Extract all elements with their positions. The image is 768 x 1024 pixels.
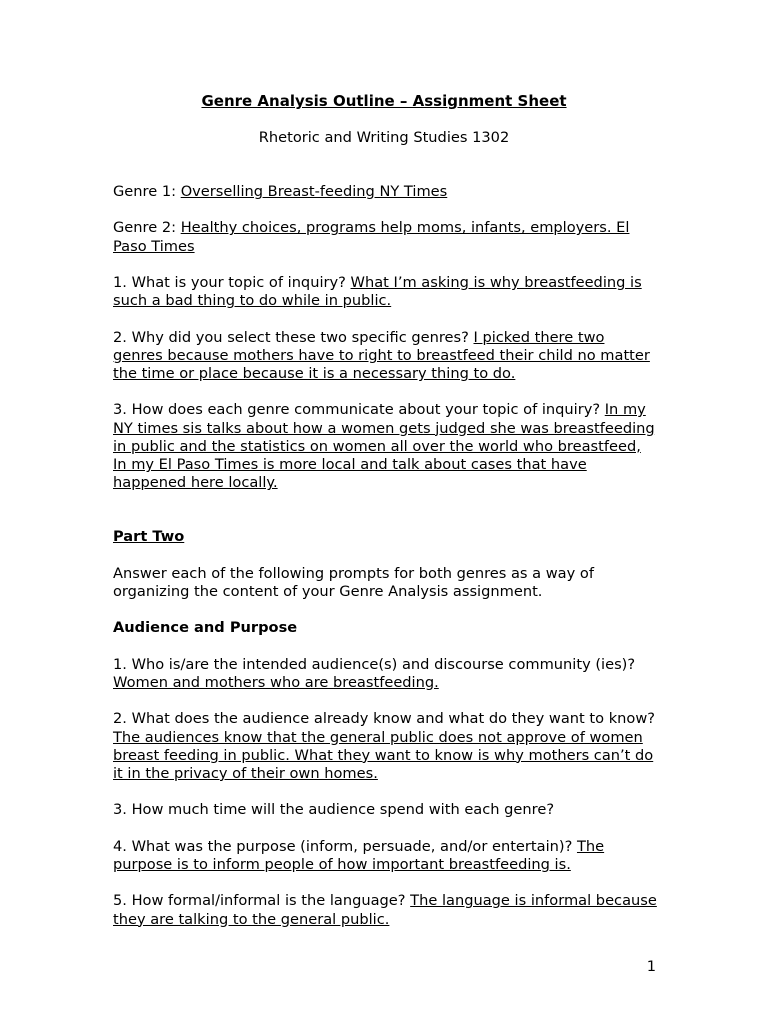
genre-1-answer: Overselling Breast-feeding NY Times [180, 183, 448, 200]
audience-question-5-answer: The language is informal because they are talking to the general public. [113, 892, 657, 928]
audience-question-3-text: 3. How much time will the audience spend with each genre? [113, 801, 555, 819]
audience-question-5 [113, 892, 658, 928]
part-two-heading: Part Two [113, 528, 185, 546]
question-2-answer: I picked there two genres because mothers have to right to breastfeed their child no matter the time or place because it is a necessary thing to do. [113, 328, 650, 382]
genre-1-label: Genre 1: [113, 183, 181, 200]
audience-question-2-answer: The audiences know that the general public does not approve of women breast feeding in public. What they want to know is why mothers can’t do it in the privacy of their own homes. [113, 728, 654, 782]
audience-question-4-answer: The purpose is to inform people of how important breastfeeding is. [113, 837, 605, 873]
question-2 [113, 329, 658, 384]
audience-question-1-text: 1. Who is/are the intended audience(s) and discourse community (ies)? [113, 655, 636, 673]
audience-question-5-text: 5. How formal/informal is the language? [113, 892, 411, 910]
audience-question-2 [113, 710, 658, 783]
audience-purpose-heading: Audience and Purpose [113, 619, 298, 637]
genre-2-label: Genre 2: [113, 219, 181, 237]
page-number: 1 [646, 958, 656, 975]
question-1 [113, 274, 658, 310]
audience-question-3 [113, 801, 658, 819]
genre-2-line [113, 219, 658, 255]
instructions-paragraph: Answer each of the following prompts for both genres as a way of organizing the content of your Genre Analysis assignment. [113, 564, 594, 600]
genre-2-answer: Healthy choices, programs help moms, infants, employers. El Paso Times [113, 219, 630, 255]
course-subtitle: Rhetoric and Writing Studies 1302 [258, 129, 510, 146]
audience-question-1-answer: Women and mothers who are breastfeeding. [113, 673, 439, 691]
question-3-answer: In my NY times sis talks about how a women gets judged she was breastfeeding in public and the statistics on women all over the world who breastfeed, In my El Paso Times is more local and talk about cases that have happened here locally. [113, 401, 655, 492]
question-3 [113, 401, 658, 492]
audience-question-2-text: 2. What does the audience already know and what do they want to know? [113, 710, 655, 728]
document-body [113, 183, 658, 947]
audience-question-1 [113, 656, 658, 692]
question-1-answer: What I’m asking is why breastfeeding is such a bad thing to do while in public. [113, 273, 642, 310]
question-2-text: 2. Why did you select these two specific genres? [113, 328, 474, 346]
document-title: Genre Analysis Outline – Assignment Sheet [201, 92, 567, 110]
audience-question-4 [113, 838, 658, 874]
question-1-text: 1. What is your topic of inquiry? [113, 273, 351, 291]
audience-question-4-text: 4. What was the purpose (inform, persuade, and/or entertain)? [113, 837, 577, 855]
genre-1-line [113, 183, 658, 201]
question-3-text: 3. How does each genre communicate about your topic of inquiry? [113, 401, 605, 419]
